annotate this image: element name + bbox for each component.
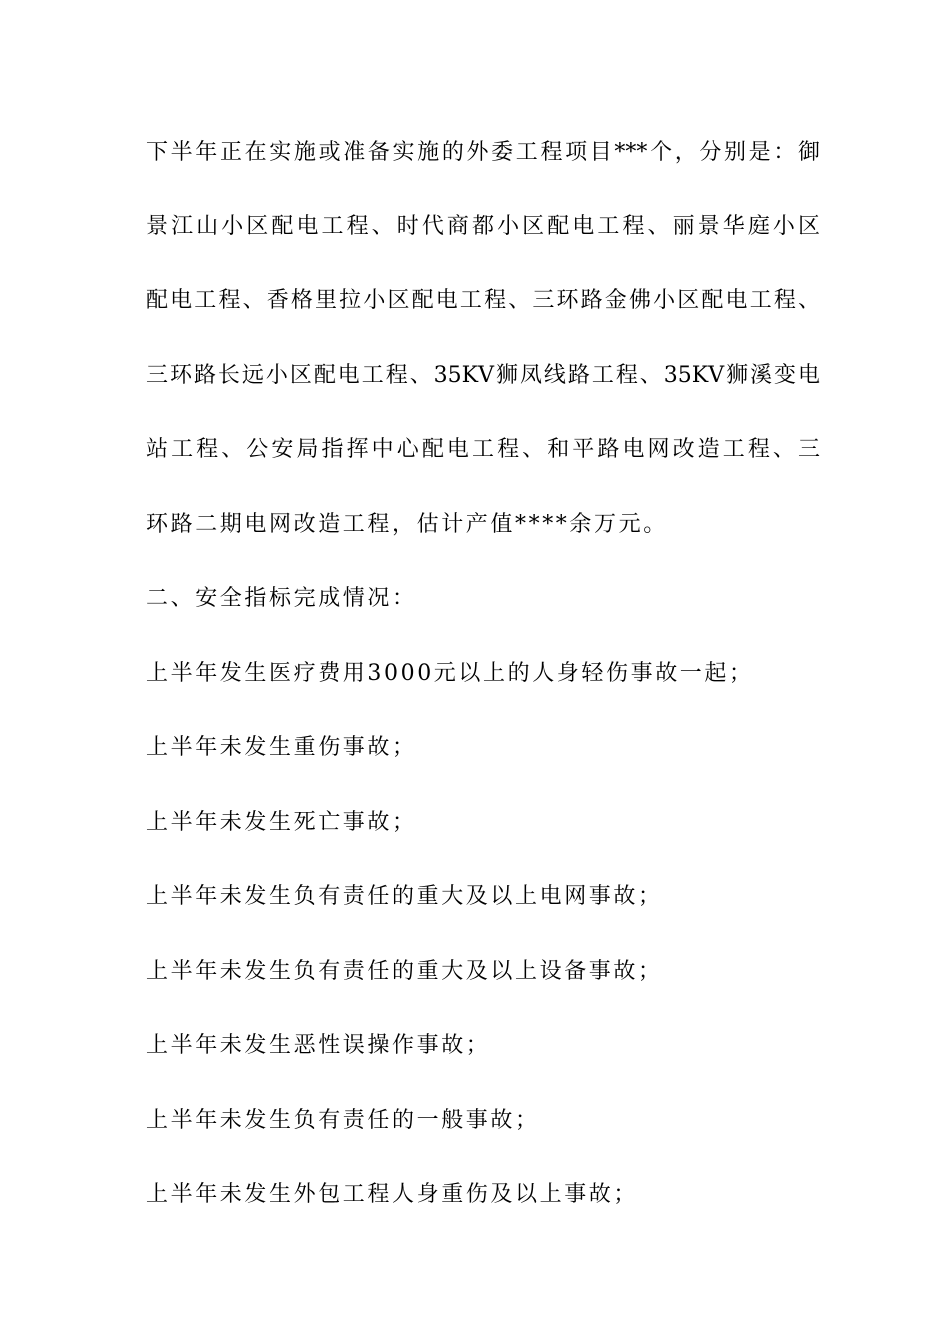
paragraph-line: 站工程、公安局指挥中心配电工程、和平路电网改造工程、三 <box>146 437 820 462</box>
paragraph-line: 景江山小区配电工程、时代商都小区配电工程、丽景华庭小区 <box>146 214 820 239</box>
paragraph-line: 三环路长远小区配电工程、35KV狮凤线路工程、35KV狮溪变电 <box>146 363 820 388</box>
list-item: 上半年未发生负有责任的一般事故； <box>146 1108 540 1133</box>
list-item: 上半年未发生负有责任的重大及以上电网事故； <box>146 884 663 909</box>
list-item: 上半年发生医疗费用3000元以上的人身轻伤事故一起； <box>146 661 754 686</box>
list-item: 上半年未发生恶性误操作事故； <box>146 1033 491 1058</box>
paragraph-line: 下半年正在实施或准备实施的外委工程项目***个，分别是：御 <box>146 140 820 165</box>
paragraph-line: 配电工程、香格里拉小区配电工程、三环路金佛小区配电工程、 <box>146 288 820 313</box>
list-item: 上半年未发生重伤事故； <box>146 735 417 760</box>
section-heading: 二、安全指标完成情况： <box>146 586 417 611</box>
list-item: 上半年未发生死亡事故； <box>146 810 417 835</box>
paragraph-line: 环路二期电网改造工程，估计产值****余万元。 <box>146 512 668 537</box>
list-item: 上半年未发生负有责任的重大及以上设备事故； <box>146 959 663 984</box>
list-item: 上半年未发生外包工程人身重伤及以上事故； <box>146 1182 639 1207</box>
